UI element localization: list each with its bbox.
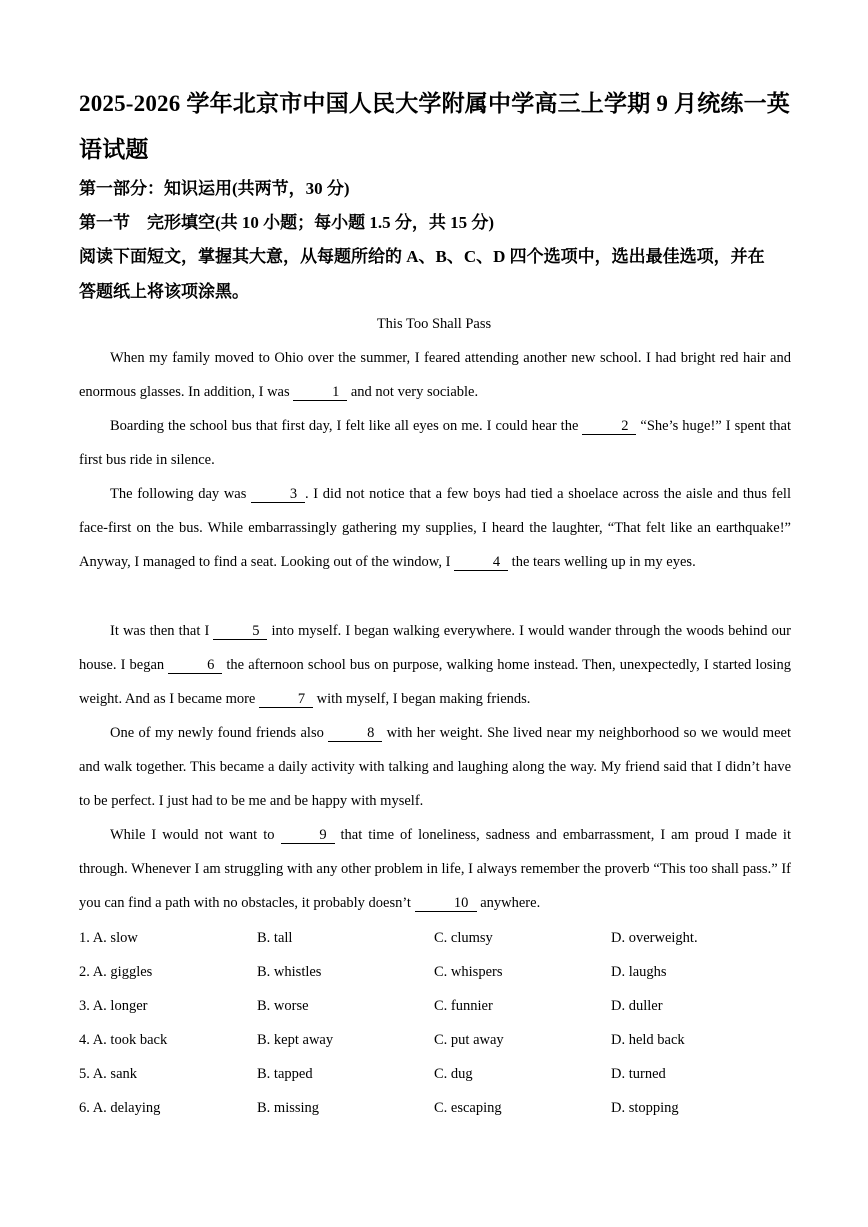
text: When my family moved to Ohio over the summer, I feared attending another new school. I had bright red hair and enormous glasses. In addition, I was (79, 350, 791, 401)
blank-2: 2 (582, 418, 636, 435)
blank-3: 3 (251, 486, 305, 503)
passage-paragraph-2 (79, 409, 791, 477)
question-2-options (79, 962, 799, 982)
option-c: C. dug (434, 1066, 473, 1082)
option-d: D. duller (611, 998, 663, 1014)
option-c: C. escaping (434, 1100, 502, 1116)
passage-paragraph-5 (79, 716, 791, 819)
option-a: 5. A. sank (79, 1066, 137, 1082)
option-b: B. tapped (257, 1066, 313, 1082)
option-d: D. laughs (611, 964, 667, 980)
part-heading: 第一部分：知识运用(共两节，30 分) (79, 179, 350, 198)
blank-10: 10 (415, 895, 477, 912)
passage-paragraph-1 (79, 341, 791, 409)
option-b: B. tall (257, 930, 293, 946)
section-heading: 第一节 完形填空(共 10 小题；每小题 1.5 分，共 15 分) (79, 213, 495, 232)
option-a: 6. A. delaying (79, 1100, 161, 1116)
question-5-options (79, 1064, 799, 1084)
text: One of my newly found friends also (110, 725, 329, 741)
option-d: D. overweight. (611, 930, 698, 946)
text: While I would not want to (110, 827, 281, 843)
option-a: 2. A. giggles (79, 964, 153, 980)
option-a: 4. A. took back (79, 1032, 168, 1048)
text: the tears welling up in my eyes. (508, 554, 696, 571)
passage-title: This Too Shall Pass (376, 316, 492, 332)
text: and not very sociable. (347, 384, 479, 401)
text: with her weight. She lived near my neighborhood so we would meet and walk together. This became a daily activity with talking and laughing along the way. My friend said that I didn’t have to be perfect. I just had to be me and be happy with myself. (79, 725, 791, 810)
instructions-line2: 答题纸上将该项涂黑。 (79, 282, 249, 301)
exam-title-line2: 语试题 (79, 137, 149, 162)
option-b: B. worse (257, 998, 309, 1014)
option-d: D. stopping (611, 1100, 679, 1116)
passage-paragraph-6 (79, 818, 791, 921)
option-c: C. whispers (434, 964, 503, 980)
exam-title-line1: 2025-2026 学年北京市中国人民大学附属中学高三上学期 9 月统练一英 (79, 91, 791, 116)
instructions-line1: 阅读下面短文，掌握其大意，从每题所给的 A、B、C、D 四个选项中，选出最佳选项，并在 (79, 247, 765, 266)
text: the afternoon school bus on purpose, walking home instead. Then, unexpectedly, I started losing weight. And as I became more (79, 657, 792, 708)
text: anywhere. (476, 895, 541, 912)
blank-6: 6 (168, 657, 222, 674)
question-4-options (79, 1030, 799, 1050)
passage-paragraph-4 (79, 614, 791, 717)
text: “She’s huge!” I spent that first bus ride in silence. (79, 418, 791, 469)
option-c: C. put away (434, 1032, 504, 1048)
text: into myself. I began walking everywhere. I would wander through the woods behind our house. I began (79, 623, 791, 674)
option-a: 1. A. slow (79, 930, 138, 946)
question-1-options (79, 928, 799, 948)
option-b: B. kept away (257, 1032, 334, 1048)
text: . I did not notice that a few boys had tied a shoelace across the aisle and thus fell face-first on the bus. While embarrassingly gathering my supplies, I heard the laughter, “That felt like an earthquake!” Anyway, I managed to find a seat. Looking out of the window, I (79, 486, 791, 571)
passage-paragraph-3 (79, 477, 791, 580)
question-6-options (79, 1098, 799, 1118)
blank-8: 8 (328, 725, 382, 742)
text: The following day was (110, 486, 252, 502)
text: Boarding the school bus that first day, I felt like all eyes on me. I could hear the (110, 418, 583, 434)
option-c: C. clumsy (434, 930, 493, 946)
blank-1: 1 (293, 384, 347, 401)
option-d: D. held back (611, 1032, 685, 1048)
option-b: B. whistles (257, 964, 322, 980)
question-3-options (79, 996, 799, 1016)
text: that time of loneliness, sadness and embarrassment, I am proud I made it through. Whenever I am struggling with any other problem in life, I always remember the proverb “This too shall pass.” If you can find a path with no obstacles, it probably doesn’t (79, 827, 791, 912)
blank-7: 7 (259, 691, 313, 708)
option-d: D. turned (611, 1066, 666, 1082)
option-b: B. missing (257, 1100, 320, 1116)
blank-5: 5 (213, 623, 267, 640)
text: It was then that I (110, 623, 214, 639)
blank-9: 9 (281, 827, 335, 844)
option-c: C. funnier (434, 998, 493, 1014)
option-a: 3. A. longer (79, 998, 148, 1014)
text: with myself, I began making friends. (312, 691, 531, 708)
blank-4: 4 (454, 554, 508, 571)
